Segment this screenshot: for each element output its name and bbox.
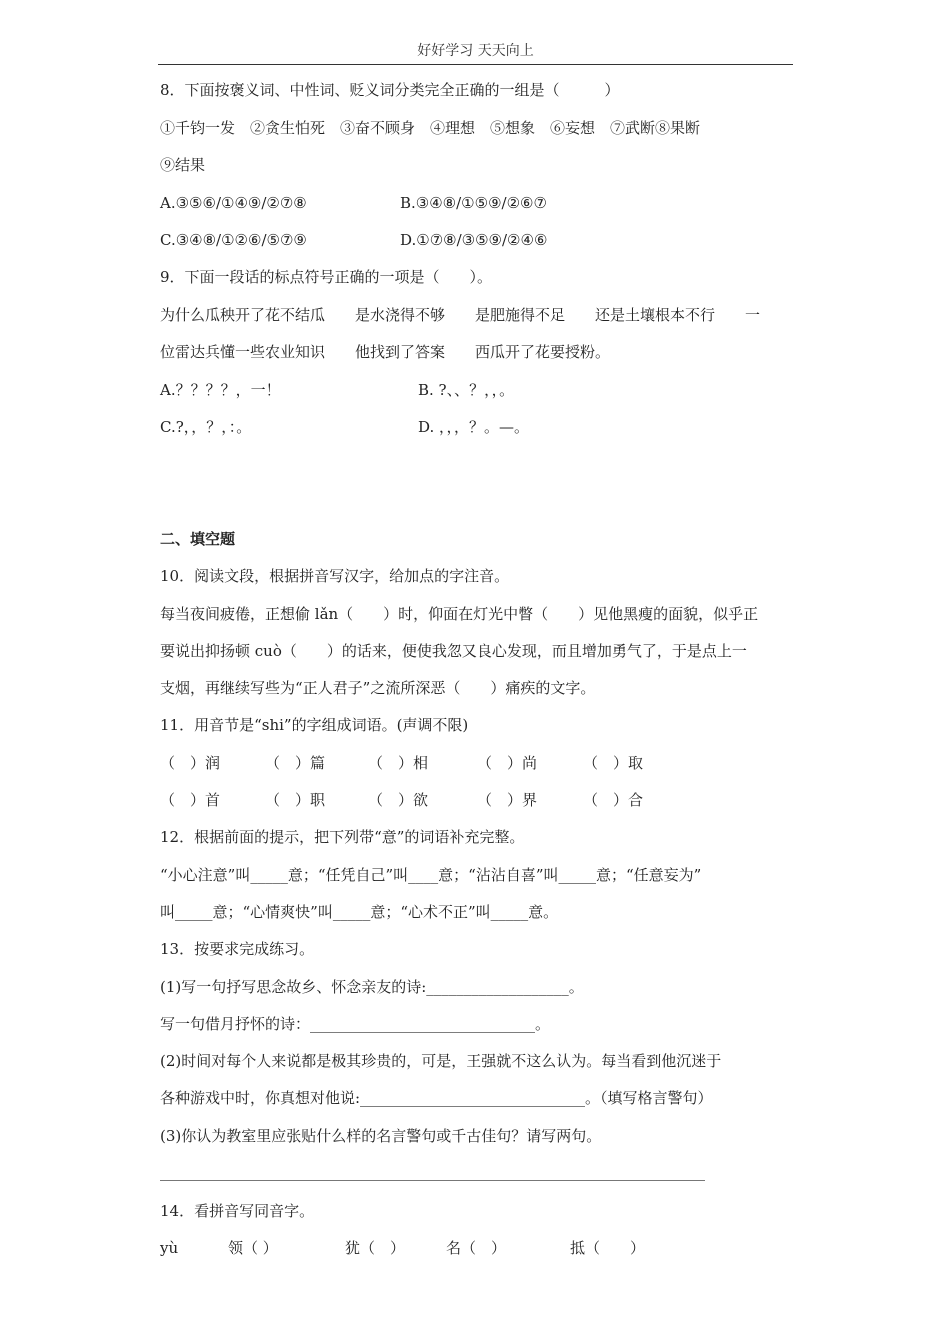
q8-items-line2: ⑨结果 xyxy=(160,156,206,174)
page-header: 好好学习 天天向上 xyxy=(158,40,793,65)
q11-item: （ ）相 xyxy=(368,754,429,772)
q8-items-line1: ①千钧一发 ②贪生怕死 ③奋不顾身 ④理想 ⑤想象 ⑥妄想 ⑦武断⑧果断 xyxy=(160,119,701,137)
q14-pinyin: yù xyxy=(160,1239,179,1257)
q8-option-b: B.③④⑧/①⑤⑨/②⑥⑦ xyxy=(400,194,547,212)
q11-item: （ ）界 xyxy=(477,791,538,809)
q12-line1: “小心注意”叫_____意；“任凭自己”叫____意；“沾沾自喜”叫_____意；“任意妄为” xyxy=(160,866,702,884)
q11-item: （ ）取 xyxy=(583,754,644,772)
q13-part3: (3)你认为教室里应张贴什么样的名言警句或千古佳句？请写两句。 xyxy=(160,1127,602,1145)
answer-line xyxy=(160,1180,705,1181)
q10-line1: 每当夜间疲倦，正想偷 lǎn（ ）时，仰面在灯光中瞥（ ）见他黑瘦的面貌，似乎正 xyxy=(160,605,759,623)
q11-item: （ ）首 xyxy=(160,791,221,809)
q8-option-c: C.③④⑧/①②⑥/⑤⑦⑨ xyxy=(160,231,307,249)
q8-option-d: D.①⑦⑧/③⑤⑨/②④⑥ xyxy=(400,231,548,249)
q11-stem: 11．用音节是“shi”的字组成词语。(声调不限) xyxy=(160,716,469,734)
q9-option-b: B. ?、、？，，。 xyxy=(418,381,515,399)
q14-item: 犹（ ） xyxy=(345,1239,406,1257)
q13-stem: 13．按要求完成练习。 xyxy=(160,940,315,958)
q8-stem: 8．下面按褒义词、中性词、贬义词分类完全正确的一组是（ ） xyxy=(160,81,620,99)
q9-stem: 9．下面一段话的标点符号正确的一项是（ ）。 xyxy=(160,268,493,286)
q14-stem: 14．看拼音写同音字。 xyxy=(160,1202,315,1220)
q11-item: （ ）欲 xyxy=(368,791,429,809)
q13-part1: (1)写一句抒写思念故乡、怀念亲友的诗:___________________。 xyxy=(160,978,584,996)
q10-line3: 支烟，再继续写些为“正人君子”之流所深恶（ ）痛疾的文字。 xyxy=(160,679,596,697)
q11-item: （ ）合 xyxy=(583,791,644,809)
q14-item: 领（ ） xyxy=(228,1239,278,1257)
q9-paragraph-line2: 位雷达兵懂一些农业知识 他找到了答案 西瓜开了花要授粉。 xyxy=(160,343,611,361)
q11-item: （ ）篇 xyxy=(265,754,326,772)
q12-stem: 12．根据前面的提示，把下列带“意”的词语补充完整。 xyxy=(160,828,525,846)
section-title: 二、填空题 xyxy=(160,530,236,548)
q12-line2: 叫_____意；“心情爽快”叫_____意；“心术不正”叫_____意。 xyxy=(160,903,559,921)
q11-item: （ ）润 xyxy=(160,754,221,772)
q8-option-a: A.③⑤⑥/①④⑨/②⑦⑧ xyxy=(160,194,307,212)
q11-item: （ ）职 xyxy=(265,791,326,809)
q13-part2-line2: 各种游戏中时，你真想对他说:______________________________。（填写格言警句） xyxy=(160,1089,713,1107)
q10-stem: 10．阅读文段，根据拼音写汉字，给加点的字注音。 xyxy=(160,567,510,585)
q14-item: 名（ ） xyxy=(446,1239,507,1257)
q9-option-a: A.？？？？，一！ xyxy=(160,381,281,399)
q13-part1b: 写一句借月抒怀的诗：______________________________。 xyxy=(160,1015,551,1033)
q11-item: （ ）尚 xyxy=(477,754,538,772)
q13-part2-line1: (2)时间对每个人来说都是极其珍贵的，可是，王强就不这么认为。每当看到他沉迷于 xyxy=(160,1052,722,1070)
q14-item: 抵（ ） xyxy=(570,1239,646,1257)
q9-paragraph-line1: 为什么瓜秧开了花不结瓜 是水浇得不够 是肥施得不足 还是土壤根本不行 一 xyxy=(160,306,761,324)
q9-option-c: C.?，，？，：。 xyxy=(160,418,252,436)
q9-option-d: D. ，，，？。—。 xyxy=(418,418,530,436)
q10-line2: 要说出抑扬顿 cuò（ ）的话来，便使我忽又良心发现，而且增加勇气了，于是点上一 xyxy=(160,642,747,660)
